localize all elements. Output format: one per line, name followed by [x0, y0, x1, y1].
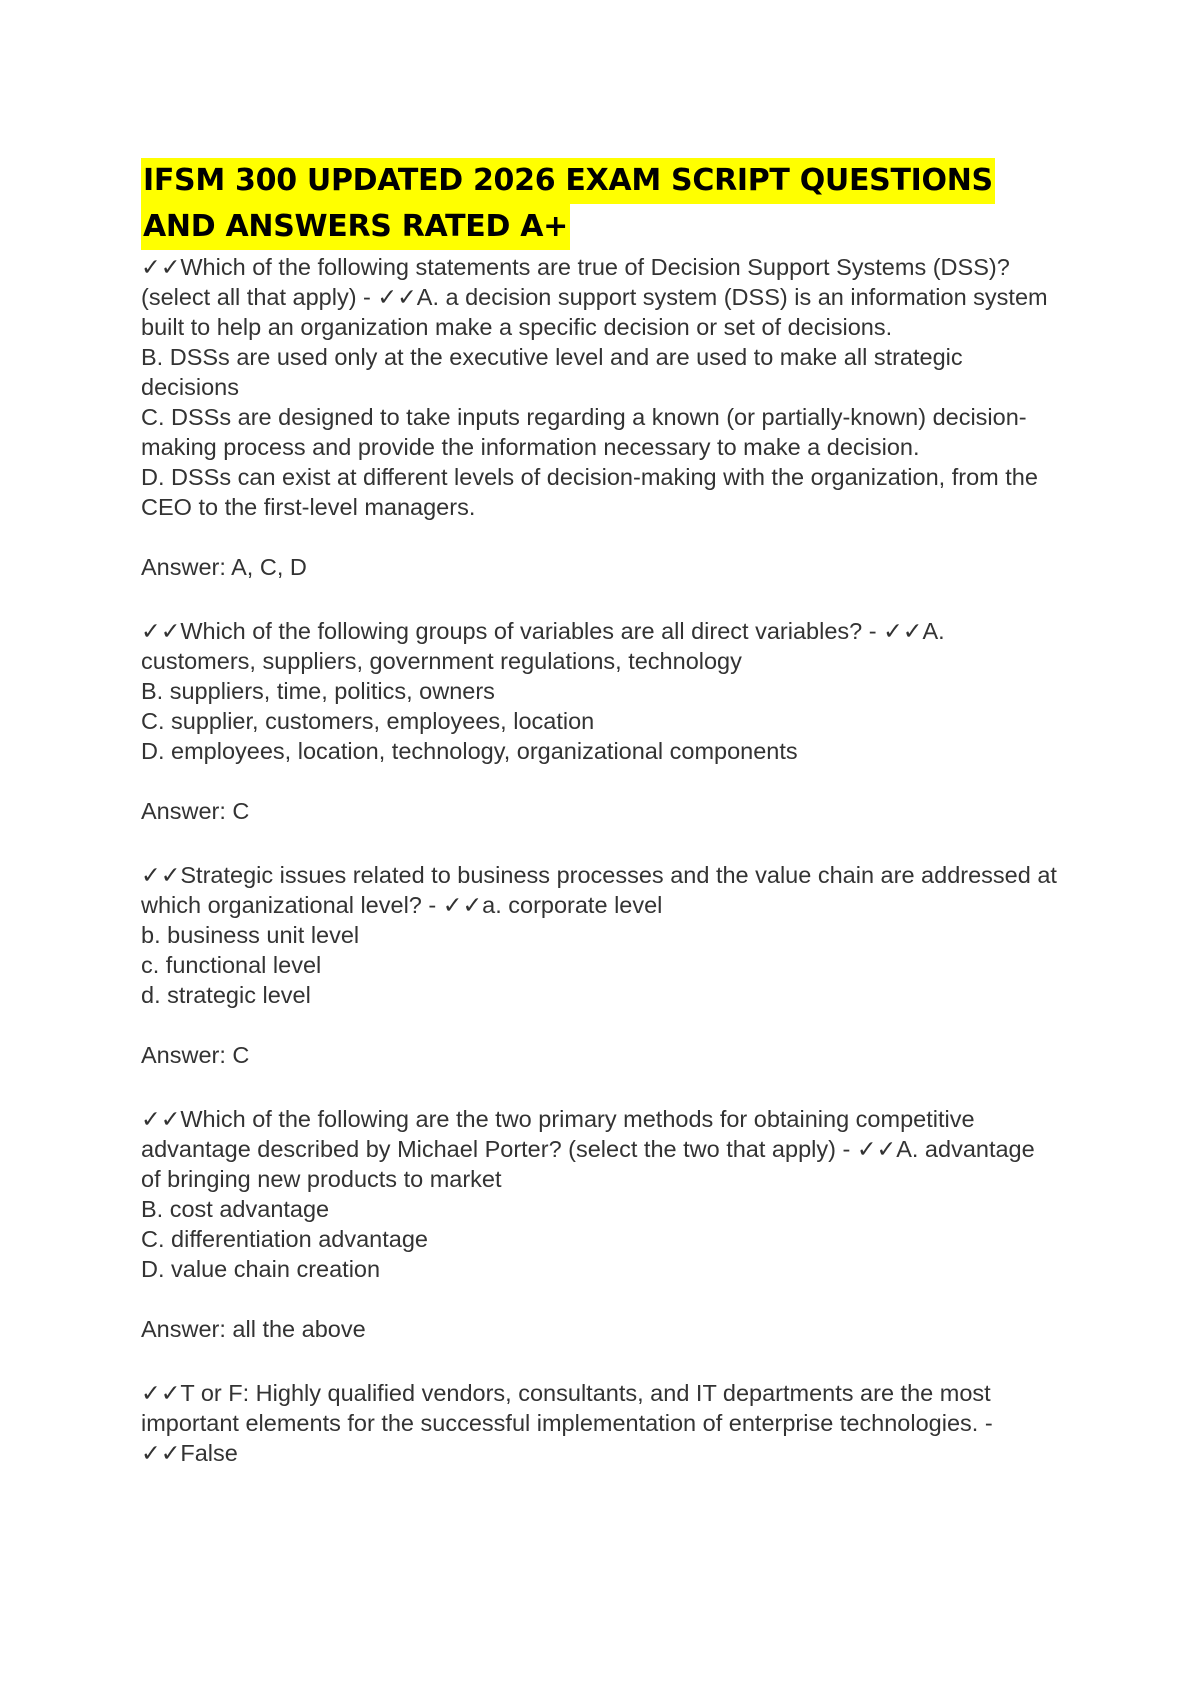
- question-4-line-4: B. cost advantage: [141, 1196, 330, 1222]
- question-1-line-8: D. DSSs can exist at different levels of decision-making with the organization, from the: [141, 464, 1038, 490]
- question-2-line-3: B. suppliers, time, politics, owners: [141, 678, 495, 704]
- spacer: [141, 582, 1081, 616]
- question-1-line-7: making process and provide the information necessary to make a decision.: [141, 434, 920, 460]
- question-1-line-3: built to help an organization make a specific decision or set of decisions.: [141, 314, 893, 340]
- question-4-line-5: C. differentiation advantage: [141, 1226, 428, 1252]
- question-block-2: [141, 616, 1081, 826]
- question-4-line-1: ✓✓Which of the following are the two primary methods for obtaining competitive: [141, 1106, 975, 1132]
- question-2-line-5: D. employees, location, technology, organizational components: [141, 738, 798, 764]
- question-2-line-1: ✓✓Which of the following groups of variables are all direct variables? - ✓✓A.: [141, 618, 945, 644]
- document-title: [141, 158, 1081, 250]
- answer-2: Answer: C: [141, 798, 250, 824]
- title-line-2: AND ANSWERS RATED A+: [141, 204, 570, 250]
- question-block-3: [141, 860, 1081, 1070]
- question-3-line-2: which organizational level? - ✓✓a. corporate level: [141, 892, 663, 918]
- question-5-line-3: ✓✓False: [141, 1440, 238, 1466]
- spacer: [141, 826, 1081, 860]
- document-content: [141, 158, 1081, 1468]
- question-1-line-1: ✓✓Which of the following statements are true of Decision Support Systems (DSS)?: [141, 254, 1010, 280]
- question-3-line-1: ✓✓Strategic issues related to business processes and the value chain are addressed at: [141, 862, 1057, 888]
- answer-3: Answer: C: [141, 1042, 250, 1068]
- question-3-line-4: c. functional level: [141, 952, 322, 978]
- question-1-line-2: (select all that apply) - ✓✓A. a decision support system (DSS) is an information system: [141, 284, 1048, 310]
- question-4-line-3: of bringing new products to market: [141, 1166, 502, 1192]
- question-block-5: [141, 1378, 1081, 1468]
- question-2-line-4: C. supplier, customers, employees, location: [141, 708, 595, 734]
- question-1-line-9: CEO to the first-level managers.: [141, 494, 476, 520]
- title-line-1: IFSM 300 UPDATED 2026 EXAM SCRIPT QUESTIONS: [141, 158, 995, 204]
- spacer: [141, 1070, 1081, 1104]
- question-1-line-6: C. DSSs are designed to take inputs regarding a known (or partially-known) decision-: [141, 404, 1027, 430]
- question-5-line-2: important elements for the successful implementation of enterprise technologies. -: [141, 1410, 993, 1436]
- spacer: [141, 1344, 1081, 1378]
- question-2-line-2: customers, suppliers, government regulations, technology: [141, 648, 742, 674]
- question-3-line-5: d. strategic level: [141, 982, 311, 1008]
- question-4-line-2: advantage described by Michael Porter? (select the two that apply) - ✓✓A. advantage: [141, 1136, 1035, 1162]
- question-1-line-5: decisions: [141, 374, 239, 400]
- answer-1: Answer: A, C, D: [141, 554, 307, 580]
- question-block-1: [141, 252, 1081, 582]
- question-3-line-3: b. business unit level: [141, 922, 360, 948]
- question-block-4: [141, 1104, 1081, 1344]
- question-4-line-6: D. value chain creation: [141, 1256, 381, 1282]
- question-5-line-1: ✓✓T or F: Highly qualified vendors, consultants, and IT departments are the most: [141, 1380, 991, 1406]
- answer-4: Answer: all the above: [141, 1316, 366, 1342]
- question-1-line-4: B. DSSs are used only at the executive level and are used to make all strategic: [141, 344, 963, 370]
